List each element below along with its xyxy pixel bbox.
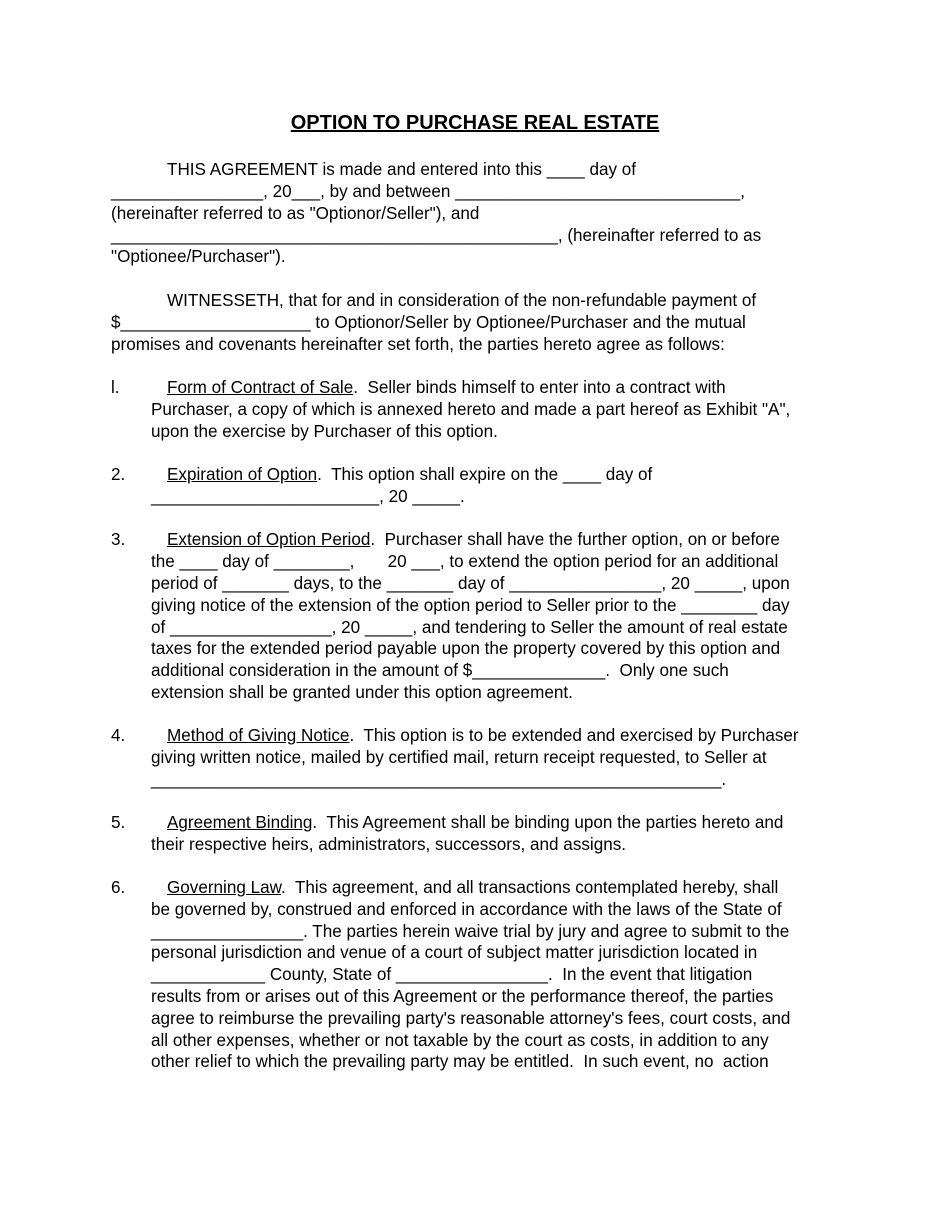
witness-line: $____________________ to Optionor/Seller by Optionee/Purchaser and the mutual [111, 313, 746, 332]
section-line: taxes for the extended period payable upon the property covered by this option and [151, 639, 781, 658]
section-line: Purchaser, a copy of which is annexed hereto and made a part hereof as Exhibit "A", [151, 400, 791, 419]
section-line: agree to reimburse the prevailing party's reasonable attorney's fees, court costs, and [151, 1009, 791, 1028]
intro-line: ________________, 20___, by and between ______________________________, [111, 182, 746, 201]
section-first-line [167, 377, 726, 399]
section-text: . This Agreement shall be binding upon the parties hereto and [312, 813, 784, 832]
section-text: . This option shall expire on the ____ day of [317, 465, 653, 484]
intro-line: _______________________________________________, (hereinafter referred to as [111, 226, 762, 245]
section-line: extension shall be granted under this option agreement. [151, 683, 573, 702]
section-line: giving notice of the extension of the option period to Seller prior to the ________ day [151, 596, 790, 615]
section-number: 2. [111, 465, 126, 484]
section-line: ____________________________________________________________. [151, 770, 727, 789]
section-line: the ____ day of ________, 20 ___, to extend the option period for an additional [151, 552, 779, 571]
section-text: . Seller binds himself to enter into a contract with [353, 378, 726, 397]
section-line: additional consideration in the amount of $______________. Only one such [151, 661, 729, 680]
section-text: . Purchaser shall have the further option, on or before [370, 530, 780, 549]
section-heading: Form of Contract of Sale [167, 378, 354, 397]
section-number: l. [111, 378, 120, 397]
intro-line: "Optionee/Purchaser"). [111, 247, 286, 266]
section-text: . This option is to be extended and exercised by Purchaser [349, 726, 799, 745]
section-line: ________________________, 20 _____. [151, 487, 465, 506]
section-heading: Method of Giving Notice [167, 726, 350, 745]
section-line: of _________________, 20 _____, and tendering to Seller the amount of real estate [151, 618, 788, 637]
section-line: period of _______ days, to the _______ day of ________________, 20 _____, upon [151, 574, 790, 593]
section-first-line [167, 529, 780, 551]
section-line: ________________. The parties herein waive trial by jury and agree to submit to the [151, 922, 790, 941]
section-number: 4. [111, 726, 126, 745]
witness-line: WITNESSETH, that for and in consideration of the non-refundable payment of [167, 291, 757, 310]
section-first-line [167, 812, 783, 834]
intro-line: THIS AGREEMENT is made and entered into this ____ day of [167, 160, 637, 179]
section-line: all other expenses, whether or not taxable by the court as costs, in addition to any [151, 1031, 769, 1050]
section-first-line [167, 725, 799, 747]
section-number: 5. [111, 813, 126, 832]
section-heading: Expiration of Option [167, 465, 318, 484]
section-line: personal jurisdiction and venue of a court of subject matter jurisdiction located in [151, 943, 758, 962]
section-heading: Agreement Binding [167, 813, 313, 832]
section-line: other relief to which the prevailing party may be entitled. In such event, no action [151, 1052, 769, 1071]
section-line: results from or arises out of this Agreement or the performance thereof, the parties [151, 987, 774, 1006]
section-first-line [167, 464, 652, 486]
section-text: . This agreement, and all transactions contemplated hereby, shall [281, 878, 779, 897]
section-heading: Extension of Option Period [167, 530, 371, 549]
document-title: OPTION TO PURCHASE REAL ESTATE [290, 112, 660, 134]
section-line: upon the exercise by Purchaser of this option. [151, 422, 498, 441]
section-line: ____________ County, State of ________________. In the event that litigation [151, 965, 753, 984]
section-heading: Governing Law [167, 878, 282, 897]
section-number: 3. [111, 530, 126, 549]
section-line: be governed by, construed and enforced in accordance with the laws of the State of [151, 900, 782, 919]
section-number: 6. [111, 878, 126, 897]
section-first-line [167, 877, 778, 899]
witness-line: promises and covenants hereinafter set forth, the parties hereto agree as follows: [111, 335, 725, 354]
section-line: their respective heirs, administrators, successors, and assigns. [151, 835, 627, 854]
section-line: giving written notice, mailed by certified mail, return receipt requested, to Seller at [151, 748, 767, 767]
intro-line: (hereinafter referred to as "Optionor/Seller"), and [111, 204, 480, 223]
